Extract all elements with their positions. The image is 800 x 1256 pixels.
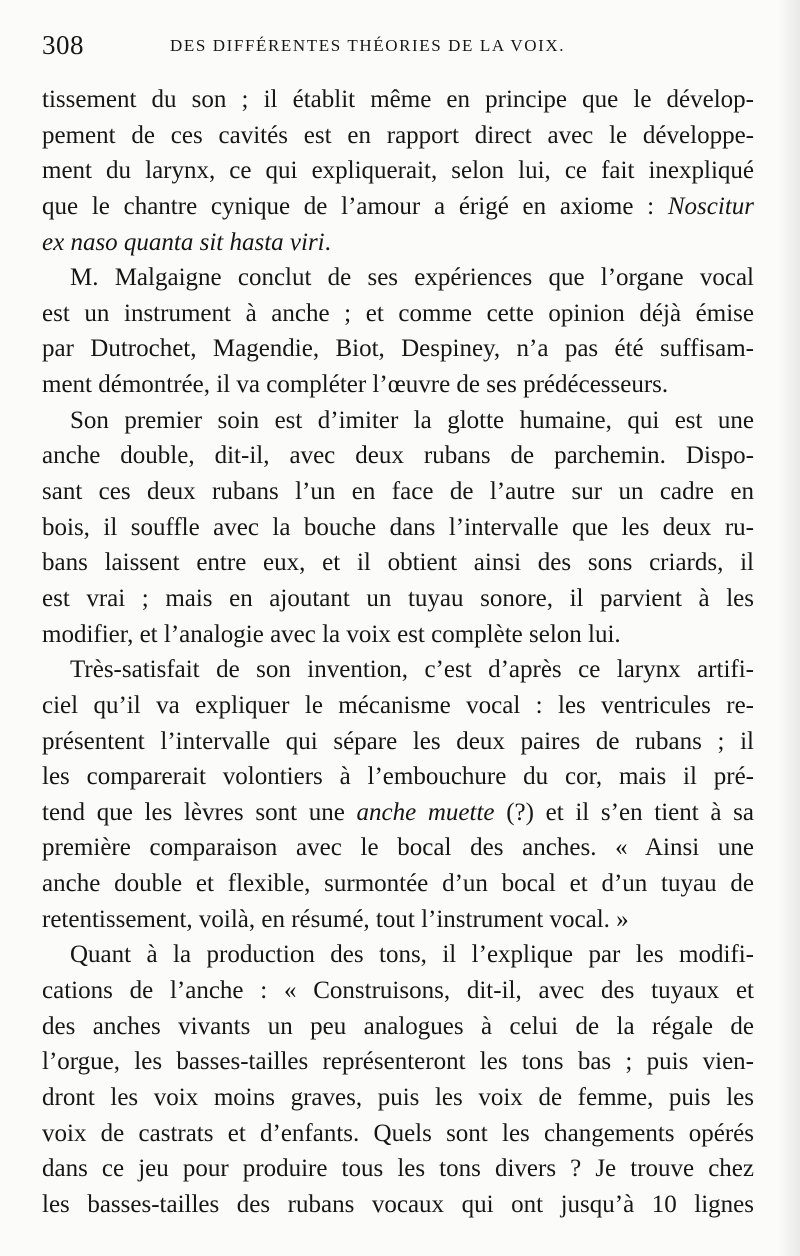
text-segment: tissement du son ; il établit même en principe que le dévelop- [42,86,754,113]
text-line [42,82,754,118]
italic-text-segment: anche muette [356,798,495,826]
text-segment: bans laissent entre eux, et il obtient ainsi des sons criards, il [42,549,754,577]
text-line [42,474,754,510]
text-line [42,1187,754,1223]
text-segment: bois, il souffle avec la bouche dans l’intervalle que les deux ru- [42,513,754,541]
text-segment: les basses-tailles des rubans vocaux qui ont jusqu’à 10 lignes [42,1190,754,1218]
text-segment: cations de l’anche : « Construisons, dit-il, avec des tuyaux et [42,977,754,1005]
text-line [42,866,754,902]
text-segment: est un instrument à anche ; et comme cette opinion déjà émise [42,299,754,327]
text-line [42,581,754,617]
text-line [42,1151,754,1187]
text-line [42,189,754,225]
text-line [42,545,754,581]
italic-text-segment: ex naso quanta sit hasta viri [42,228,325,256]
text-segment: anche double et flexible, surmontée d’un bocal et d’un tuyau de [42,870,754,898]
text-line [42,367,754,403]
text-segment: M. Malgaigne conclut de ses expériences que l’organe vocal [70,264,754,292]
text-line [42,438,754,474]
text-segment: . [324,228,331,256]
text-line [42,617,754,653]
text-line [42,902,754,938]
text-segment: Très-satisfait de son invention, c’est d’après ce larynx artifi- [70,656,754,684]
text-segment: première comparaison avec le bocal des anches. « Ainsi une [42,834,754,862]
text-line [42,510,754,546]
text-segment: (?) et il s’en tient à sa [494,798,754,826]
text-segment: modifier, et l’analogie avec la voix est complète selon lui. [42,620,621,648]
body-text [42,82,754,1223]
page-header [42,30,762,70]
text-line [42,225,754,261]
page-number: 308 [42,30,84,60]
text-segment: pement de ces cavités est en rapport direct avec le développe- [42,121,754,149]
text-segment: tend que les lèvres sont une [42,798,357,826]
text-segment: par Dutrochet, Magendie, Biot, Despiney, n’a pas été suffisam- [42,335,754,363]
running-head: DES DIFFÉRENTES THÉORIES DE LA VOIX. [170,36,566,55]
text-line [42,724,754,760]
text-line [42,296,754,332]
text-line [42,759,754,795]
text-segment: présentent l’intervalle qui sépare les deux paires de rubans ; il [42,727,754,755]
text-segment: les comparerait volontiers à l’embouchure du cor, mais il pré- [42,763,754,791]
text-line [42,118,754,154]
text-segment: Quant à la production des tons, il l’explique par les modifi- [70,941,754,969]
text-line [42,973,754,1009]
text-line [42,830,754,866]
text-line [42,652,754,688]
text-line [42,403,754,439]
text-segment: ciel qu’il va expliquer le mécanisme vocal : les ventricules re- [42,691,754,719]
text-segment: sant ces deux rubans l’un en face de l’autre sur un cadre en [42,478,754,506]
text-line [42,260,754,296]
text-segment: l’orgue, les basses-tailles représenteront les tons bas ; puis vien- [42,1048,754,1076]
text-segment: dront les voix moins graves, puis les voix de femme, puis les [42,1083,754,1111]
text-segment: anche double, dit-il, avec deux rubans de parchemin. Dispo- [42,442,754,470]
text-line [42,1009,754,1045]
text-line [42,153,754,189]
text-line [42,795,754,831]
text-segment: des anches vivants un peu analogues à celui de la régale de [42,1012,754,1040]
text-segment: ment du larynx, ce qui expliquerait, selon lui, ce fait inexpliqué [42,157,754,185]
text-line [42,331,754,367]
page-edge-shadow [778,0,800,1256]
text-line [42,1116,754,1152]
text-line [42,688,754,724]
text-segment: ment démontrée, il va compléter l’œuvre de ses prédécesseurs. [42,371,669,399]
text-segment: Son premier soin est d’imiter la glotte humaine, qui est une [70,406,754,434]
text-line [42,1080,754,1116]
text-segment: retentissement, voilà, en résumé, tout l’instrument vocal. » [42,905,629,933]
text-segment: est vrai ; mais en ajoutant un tuyau sonore, il parvient à les [42,584,754,612]
text-segment: dans ce jeu pour produire tous les tons divers ? Je trouve chez [42,1155,754,1183]
text-segment: que le chantre cynique de l’amour a érigé en axiome : [42,192,668,220]
text-line [42,937,754,973]
text-segment: voix de castrats et d’enfants. Quels sont les changements opérés [42,1119,754,1147]
italic-text-segment: Noscitur [667,192,754,220]
text-line [42,1044,754,1080]
